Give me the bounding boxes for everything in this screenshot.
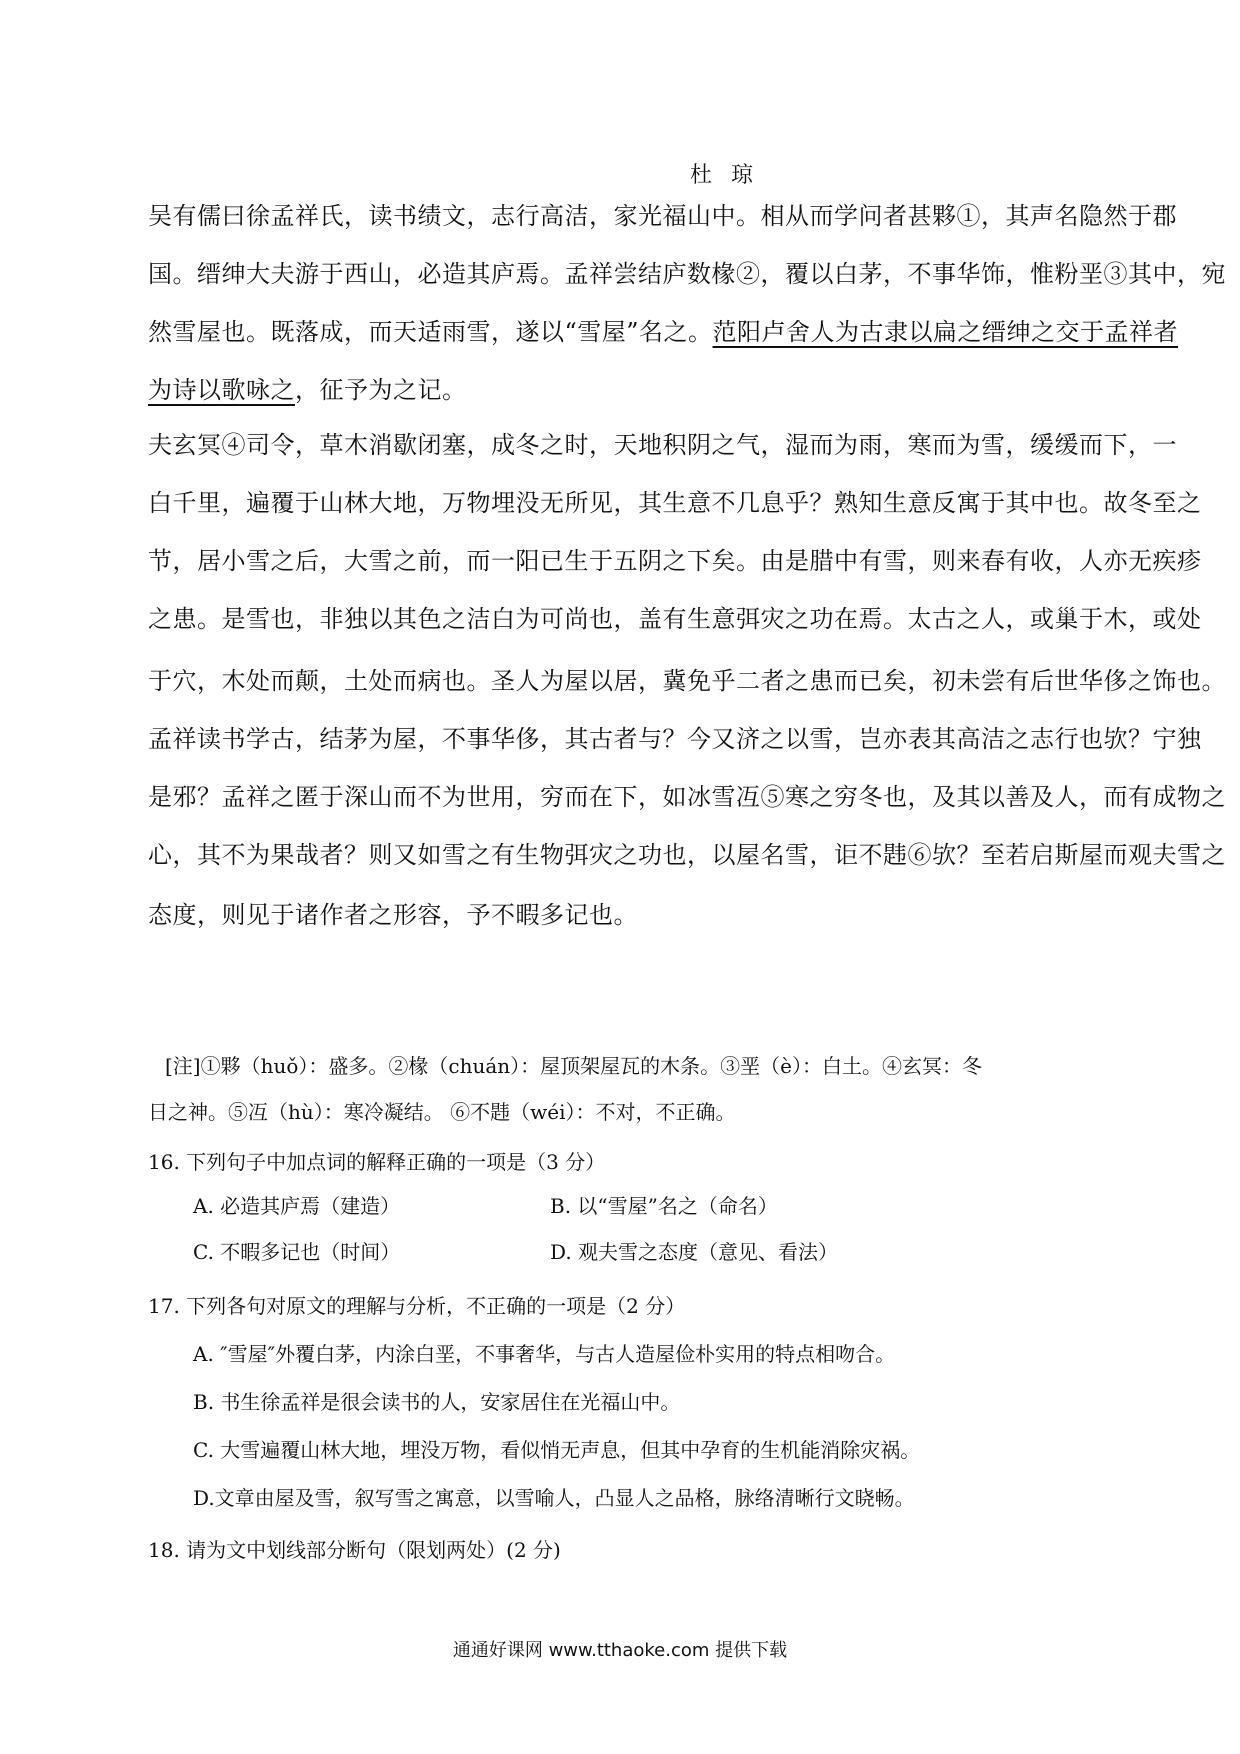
passage-line: 吴有儒曰徐孟祥氏，读书绩文，志行高洁，家光福山中。相从而学问者甚夥①，其声名隐然于郡 bbox=[148, 202, 1177, 230]
q17-option-c: C. 大雪遍覆山林大地，埋没万物，看似悄无声息，但其中孕育的生机能消除灾祸。 bbox=[193, 1438, 921, 1462]
passage-line: 国。缙绅大夫游于西山，必造其庐焉。孟祥尝结庐数椽②，覆以白茅，不事华饰，惟粉垩③其中，宛 bbox=[148, 260, 1226, 288]
passage-text: 然雪屋也。既落成，而天适雨雪，遂以“雪屋”名之。 bbox=[148, 318, 713, 346]
q16-option-c: C. 不暇多记也（时间） bbox=[193, 1240, 401, 1264]
question-18-stem: 18. 请为文中划线部分断句（限划两处）(2 分) bbox=[148, 1538, 561, 1562]
passage-line: 白千里，遍覆于山林大地，万物埋没无所见，其生意不几息乎？熟知生意反寓于其中也。故冬至之 bbox=[148, 489, 1202, 517]
q17-option-b: B. 书生徐孟祥是很会读书的人，安家居住在光福山中。 bbox=[193, 1390, 681, 1414]
passage-line: 孟祥读书学古，结茅为屋，不事华侈，其古者与？今又济之以雪，岂亦表其高洁之志行也欤？宁独 bbox=[148, 725, 1202, 753]
page-footer: 通通好课网 www.tthaoke.com 提供下载 bbox=[452, 1640, 788, 1661]
q16-option-d: D. 观夫雪之态度（意见、看法） bbox=[550, 1240, 839, 1264]
note-line: [注]①夥（huǒ）：盛多。②椽（chuán）：屋顶架屋瓦的木条。③垩（è）：白土。④玄冥：冬 bbox=[165, 1054, 983, 1078]
passage-text: ，征予为之记。 bbox=[295, 376, 467, 404]
question-17-stem: 17. 下列各句对原文的理解与分析，不正确的一项是（2 分） bbox=[148, 1294, 686, 1318]
q17-option-a: A. ″雪屋″外覆白茅，内涂白垩，不事奢华，与古人造屋俭朴实用的特点相吻合。 bbox=[193, 1342, 896, 1366]
passage-line: 是邪？孟祥之匿于深山而不为世用，穷而在下，如冰雪冱⑤寒之穷冬也，及其以善及人，而有成物之 bbox=[148, 783, 1226, 811]
q17-option-d: D.文章由屋及雪，叙写雪之寓意，以雪喻人，凸显人之品格，脉络清晰行文晓畅。 bbox=[193, 1486, 915, 1510]
author-name: 杜 琼 bbox=[690, 163, 759, 188]
passage-line: 之患。是雪也，非独以其色之洁白为可尚也，盖有生意弭灾之功在焉。太古之人，或巢于木，或处 bbox=[148, 605, 1202, 633]
note-line: 日之神。⑤冱（hù）：寒冷凝结。 ⑥不韪（wéi）：不对，不正确。 bbox=[148, 1100, 736, 1124]
underlined-passage: 范阳卢舍人为古隶以扁之缙绅之交于孟祥者 bbox=[712, 318, 1179, 346]
passage-line bbox=[148, 312, 1178, 347]
q16-option-b: B. 以“雪屋”名之（命名） bbox=[550, 1194, 778, 1218]
passage-line: 心，其不为果哉者？则又如雪之有生物弭灾之功也，以屋名雪，讵不韪⑥欤？至若启斯屋而观夫雪之 bbox=[148, 841, 1226, 869]
passage-line: 夫玄冥④司令，草木消歇闭塞，成冬之时，天地积阴之气，湿而为雨，寒而为雪，缓缓而下，一 bbox=[148, 431, 1177, 459]
passage-line: 于穴，木处而颠，土处而病也。圣人为屋以居，冀免乎二者之患而已矣，初未尝有后世华侈之饰也。 bbox=[148, 667, 1226, 695]
passage-line: 态度，则见于诸作者之形容，予不暇多记也。 bbox=[148, 901, 638, 929]
passage-line: 节，居小雪之后，大雪之前，而一阳已生于五阴之下矣。由是腊中有雪，则来春有收，人亦无疾疹 bbox=[148, 547, 1202, 575]
underlined-passage: 为诗以歌咏之 bbox=[148, 376, 295, 404]
q16-option-a: A. 必造其庐焉（建造） bbox=[193, 1194, 401, 1218]
question-16-stem: 16. 下列句子中加点词的解释正确的一项是（3 分） bbox=[148, 1150, 606, 1174]
passage-line bbox=[148, 370, 467, 405]
